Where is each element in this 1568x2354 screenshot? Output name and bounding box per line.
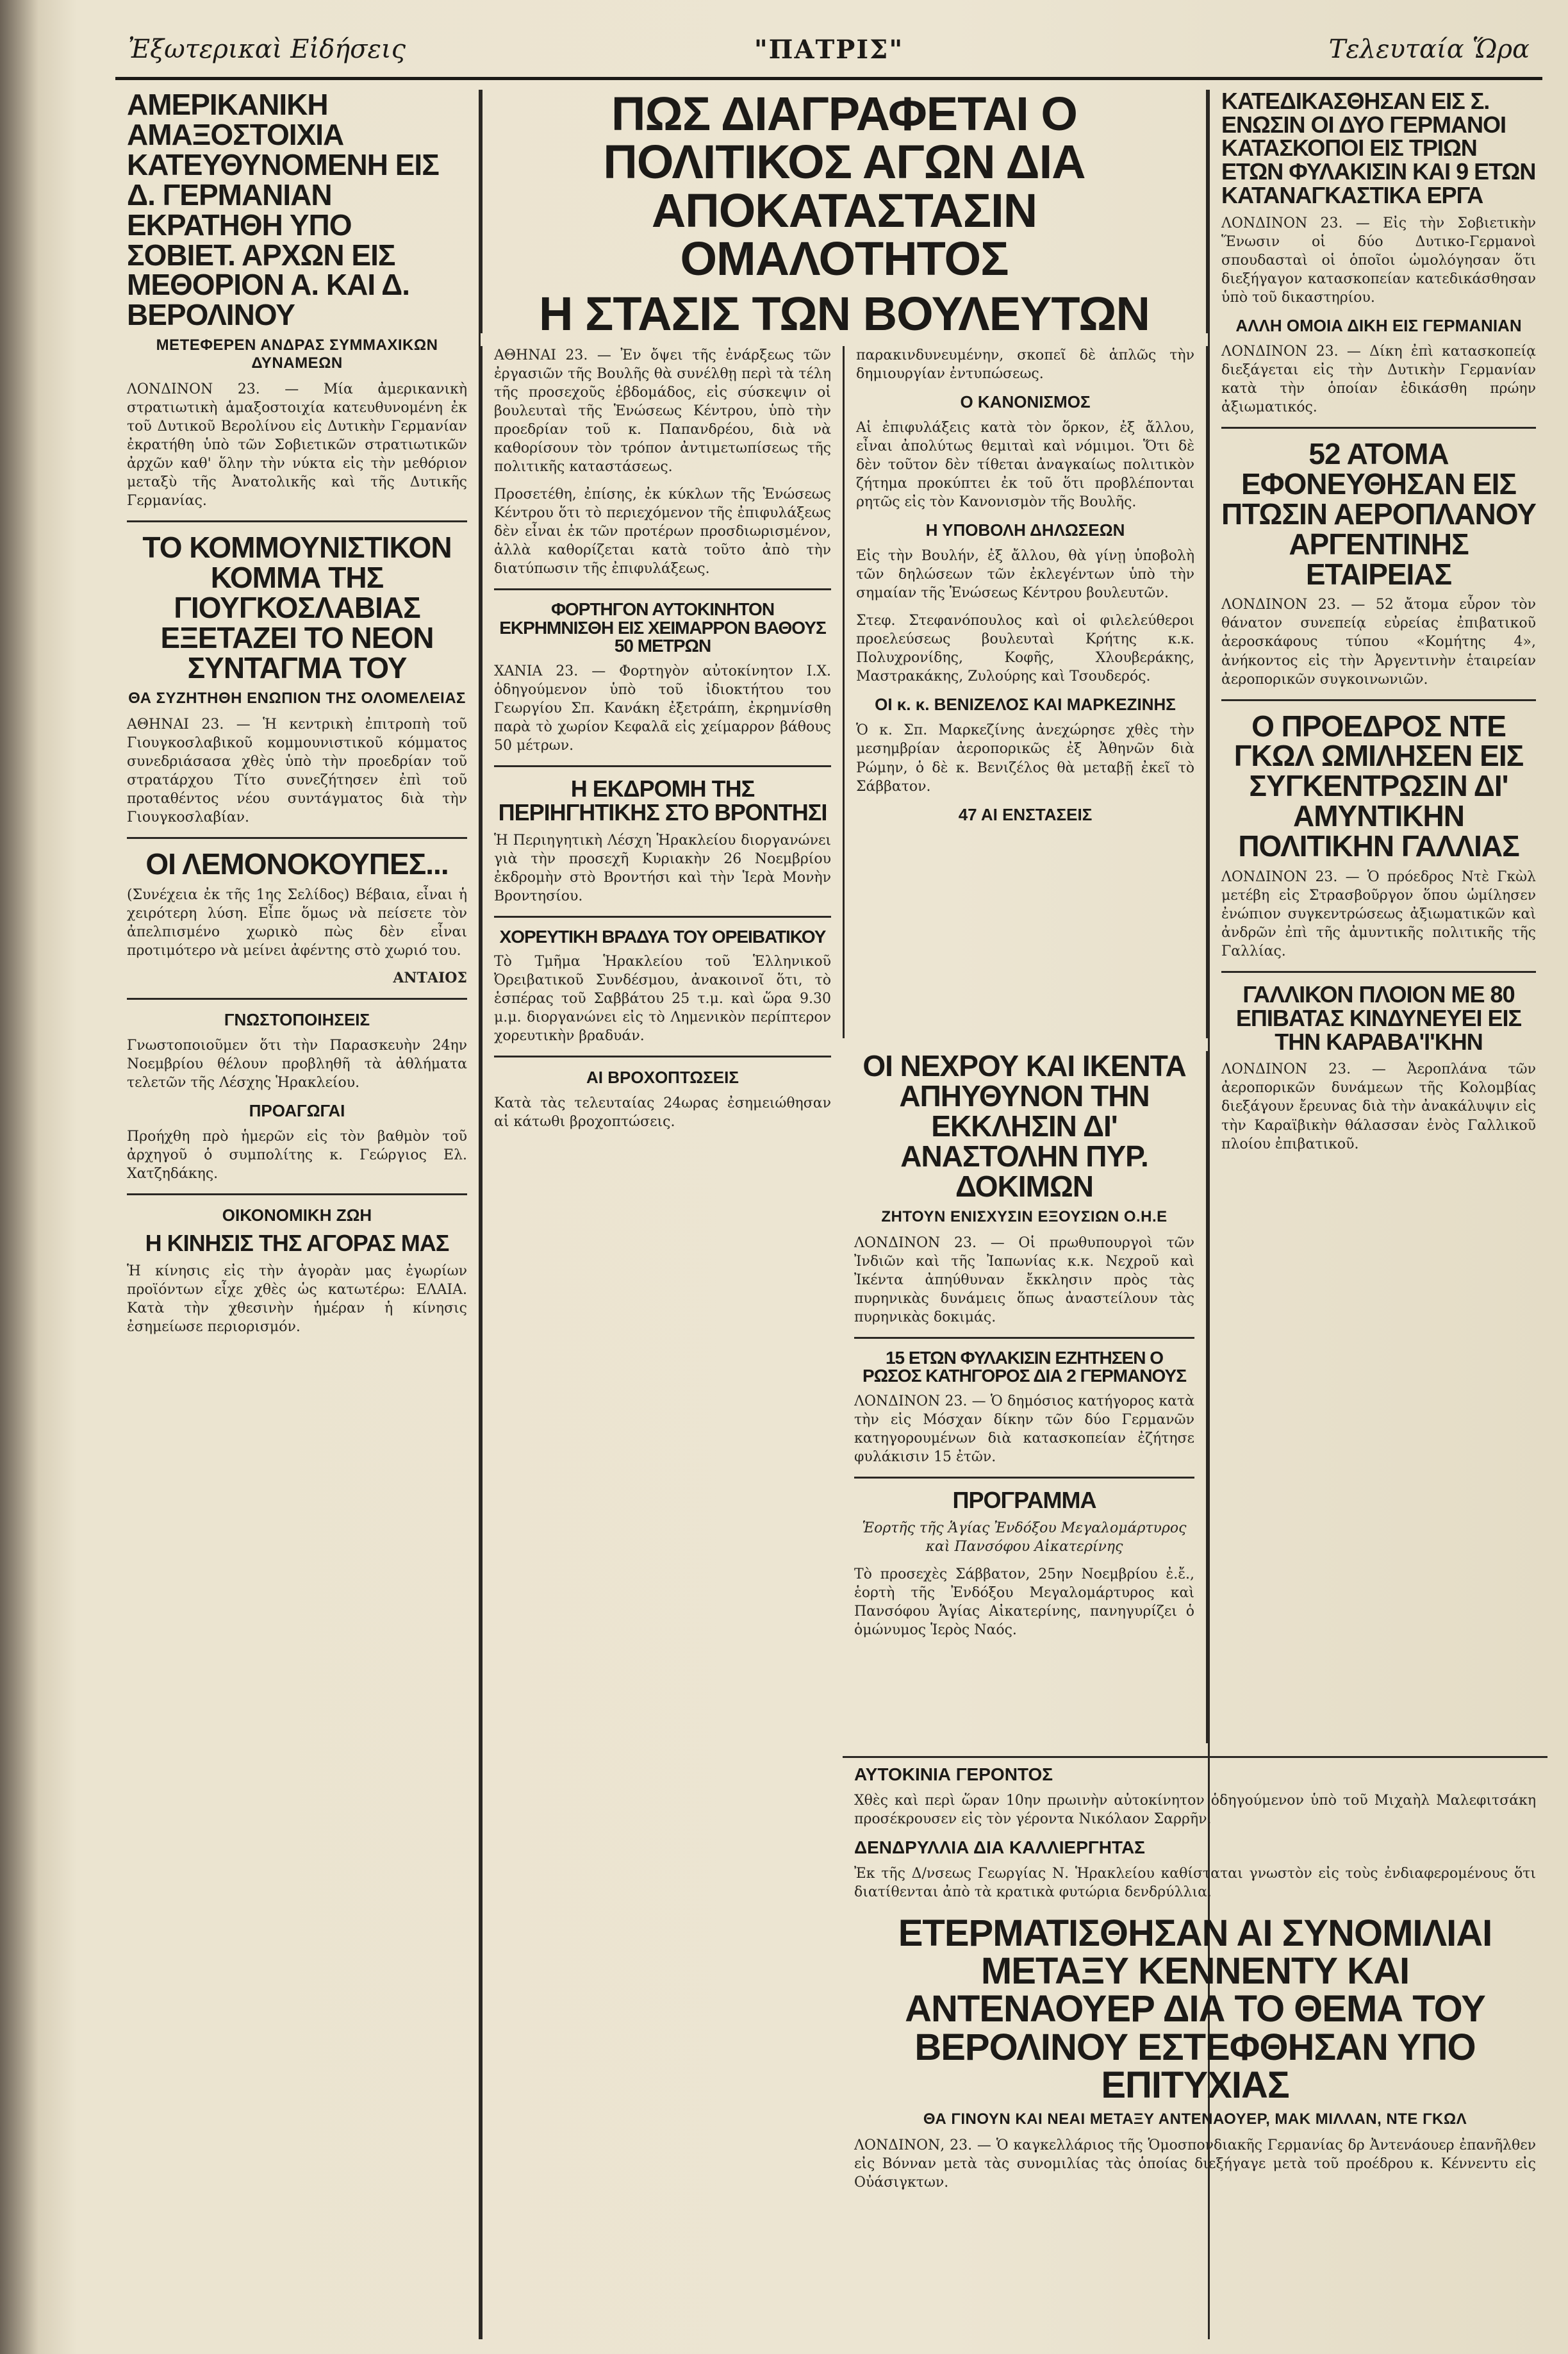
headline-de-gaulle: Ο ΠΡΟΕΔΡΟΣ ΝΤΕ ΓΚΩΛ ΩΜΙΛΗΣΕΝ ΕΙΣ ΣΥΓΚΕΝΤΡΩΣΙΝ ΔΙ' ΑΜΥΝΤΙΚΗΝ ΠΟΛΙΤΙΚΗΝ ΓΑΛΛΙΑΣ <box>1234 709 1524 863</box>
signature: ΑΝΤΑΙΟΣ <box>393 970 467 987</box>
article-political-1: ΑΘΗΝΑΙ 23. — Ἐν ὄψει τῆς ἐνάρξεως τῶν ἐργασιῶν τῆς Βουλῆς θὰ συνέλθῃ περὶ τὰ τέλη τῆς προσεχοῦς ἑβδομάδος, εἰς σύσκεψιν οἱ βουλευταὶ τῆς Ἑνώσεως Κέντρου, ὑπὸ τὴν προεδρίαν τοῦ κ. Παπανδρέου, διὰ νὰ καθορίσουν τὸν τρόπον ἀντιμετωπίσεως τῆς πολιτικῆς καταστάσεως. <box>494 347 831 476</box>
article-plane-crash: ΛΟΝΔΙΝΟΝ 23. — 52 ἄτομα εὗρον τὸν θάνατον συνεπείᾳ εὐρείας ἐπιβατικοῦ ἀεροσκάφους τύπου «Κομήτης 4», ἀνήκοντος εἰς τὴν Ἀργεντινὴν ἑταιρείαν ἀεροπορικῶν συγκοινωνιῶν. <box>1221 597 1536 688</box>
column-1 <box>115 90 481 2339</box>
article-programme: Τὸ προσεχὲς Σάββατον, 25ην Νοεμβρίου ἐ.ἔ., ἑορτὴ τῆς Ἐνδόξου Μεγαλομάρτυρος καὶ Πανσόφου Ἁγίας Αἰκατερίνης, πανηγυρίζει ὁ ὁμώνυμος Ἱερὸς Ναός. <box>854 1566 1194 1638</box>
headline-nehru: ΟΙ ΝΕΧΡΟΥ ΚΑΙ ΙΚΕΝΤΑ ΑΠΗΥΘΥΝΟΝ ΤΗΝ ΕΚΚΛΗΣΙΝ ΔΙ' ΑΝΑΣΤΟΛΗΝ ΠΥΡ. ΔΟΚΙΜΩΝ <box>862 1051 1186 1203</box>
headline-saplings: ΔΕΝΔΡΥΛΛΙΑ ΔΙΑ ΚΑΛΛΙΕΡΓΗΤΑΣ <box>854 1837 1145 1858</box>
divider <box>494 1056 831 1057</box>
article-nehru: ΛΟΝΔΙΝΟΝ 23. — Οἱ πρωθυπουργοὶ τῶν Ἰνδιῶν καὶ τῆς Ἰαπωνίας κ.κ. Νεχροῦ καὶ Ἰκέντα ἀπηύθυναν ἔκκλησιν πρὸς τὰς πυρηνικὰς δυνάμεις ὅπως ἀναστείλουν τὰς πυρηνικὰς δοκιμάς. <box>854 1234 1194 1325</box>
divider <box>1221 427 1536 429</box>
headline-spies: ΚΑΤΕΔΙΚΑΣΘΗΣΑΝ ΕΙΣ Σ. ΕΝΩΣΙΝ ΟΙ ΔΥΟ ΓΕΡΜΑΝΟΙ ΚΑΤΑΣΚΟΠΟΙ ΕΙΣ ΤΡΙΩΝ ΕΤΩΝ ΦΥΛΑΚΙΣΙΝ ΚΑΙ 9 ΕΤΩΝ ΚΑΤΑΝΑΓΚΑΣΤΙΚΑ ΕΡΓΑ <box>1221 90 1536 208</box>
headline-dance-night: ΧΟΡΕΥΤΙΚΗ ΒΡΑΔΥΑ ΤΟΥ ΟΡΕΙΒΑΤΙΚΟΥ <box>499 926 826 947</box>
article-lemonokoupes: (Συνέχεια ἐκ τῆς 1ης Σελίδος) Βέβαια, εἶναι ἡ χειρότερη λύση. Εἶπε ὅμως νὰ πείσετε τὸν ἀπελπισμένο χωρικὸ πὼς δὲν εἶναι προτιμότερο νὰ μείνει ἀφέντης στὸ χωριό του. <box>127 887 467 959</box>
column-2 <box>481 346 843 2339</box>
headline-french-ship: ΓΑΛΛΙΚΟΝ ΠΛΟΙΟΝ ΜΕ 80 ΕΠΙΒΑΤΑΣ ΚΙΝΔΥΝΕΥΕΙ ΕΙΣ ΤΗΝ ΚΑΡΑΒΑ'Ι'ΚΗΝ <box>1235 981 1522 1055</box>
divider <box>494 765 831 767</box>
divider <box>127 837 467 839</box>
headline-regulation: Ο ΚΑΝΟΝΙΣΜΟΣ <box>960 392 1091 412</box>
article-excursion: Ἡ Περιηγητικὴ Λέσχη Ἡρακλείου διοργανώνει γιὰ τὴν προσεχῆ Κυριακὴν 26 Νοεμβρίου ἐκδρομὴν στὸ Βροντήσι καὶ τὴν Ἱερὰ Μονὴν Βροντησίου. <box>494 832 831 904</box>
article-political-3: παρακινδυνευμένην, σκοπεῖ δὲ ἁπλῶς τὴν δημιουργίαν ἐντυπώσεως. <box>856 347 1194 383</box>
headline-truck: ΦΟΡΤΗΓΟΝ ΑΥΤΟΚΙΝΗΤΟΝ ΕΚΡΗΜΝΙΣΘΗ ΕΙΣ ΧΕΙΜΑΡΡΟΝ ΒΑΘΟΥΣ 50 ΜΕΤΡΩΝ <box>499 599 826 656</box>
article-similar-trial: ΛΟΝΔΙΝΟΝ 23. — Δίκη ἐπὶ κατασκοπείᾳ διεξάγεται εἰς τὴν Δυτικὴν Γερμανίαν κατὰ τὴν ὁποίαν ἐδικάσθη πρώην ἀξιωματικός. <box>1221 343 1536 415</box>
article-truck: ΧΑΝΙΑ 23. — Φορτηγὸν αὐτοκίνητον Ι.Χ. ὁδηγούμενον ὑπὸ τοῦ ἰδιοκτήτου του Γεωργίου Σπ. Κανάκη ἐξετράπη, ἐκρημνίσθη παρὰ τὸ χωρίον Κεφαλᾶ εἰς χείμαρρον βάθους 50 μέτρων. <box>494 663 831 754</box>
headline-similar-trial: ΑΛΛΗ ΟΜΟΙΑ ΔΙΚΗ ΕΙΣ ΓΕΡΜΑΝΙΑΝ <box>1235 315 1522 335</box>
article-elderly: Χθὲς καὶ περὶ ὥραν 10ην πρωινὴν αὐτοκίνητον ὁδηγούμενον ὑπὸ τοῦ Μιχαὴλ Μαλεφιτσάκη προσέκρουσεν εἰς τὸν γέροντα Νικόλαον Σαρρῆν. <box>854 1793 1536 1828</box>
headline-market: Η ΚΙΝΗΣΙΣ ΤΗΣ ΑΓΟΡΑΣ ΜΑΣ <box>145 1230 449 1257</box>
newspaper-title: "ΠΑΤΡΙΣ" <box>754 35 904 65</box>
article-market: Ἡ κίνησις εἰς τὴν ἀγορὰν μας ἐγωρίων προϊόντων εἶχε χθὲς ὡς κατωτέρω: ΕΛΑΙΑ. Κατὰ τὴν χθεσινὴν ἡμέραν ἡ κίνησις ἐσημείωσε περιορισμόν. <box>127 1263 467 1336</box>
article-political-2: Προσετέθη, ἐπίσης, ἐκ κύκλων τῆς Ἑνώσεως Κέντρου ὅτι τὸ περιεχόμενον τῆς ἐπιφυλάξεως δὲν εἶναι ἐκ τῶν προτέρων προσδιωρισμένον, ἀλλὰ καθορίζεται κατὰ τοῦτο ἀπὸ τὴν διατύπωσιν τῆς ἐπιφυλάξεως. <box>494 486 831 577</box>
section-label-foreign: Ἐξωτερικαὶ Εἰδήσεις <box>128 35 406 64</box>
article-promotions: Προήχθη πρὸ ἡμερῶν εἰς τὸν βαθμὸν τοῦ ἀρχηγοῦ ὁ συμπολίτης κ. Γεώργιος Ελ. Χατζηδάκης. <box>127 1129 467 1182</box>
article-rainfall: Κατὰ τὰς τελευταίας 24ωρας ἐσημειώθησαν αἱ κάτωθι βροχοπτώσεις. <box>494 1095 831 1131</box>
divider <box>854 1477 1194 1479</box>
article-spies: ΛΟΝΔΙΝΟΝ 23. — Εἰς τὴν Σοβιετικὴν Ἕνωσιν οἱ δύο Δυτικο-Γερμανοὶ σπουδασταὶ οἱ ὁποῖοι ὡμολόγησαν ὅτι διεξήγαγον κατασκοπείαν κατεδικάσθησαν ὑπὸ τοῦ δικαστηρίου. <box>1221 215 1536 306</box>
masthead <box>115 26 1542 80</box>
subhead-kennedy-adenauer: ΘΑ ΓΙΝΟΥΝ ΚΑΙ ΝΕΑΙ ΜΕΤΑΞΥ ΑΝΤΕΝΑΟΥΕΡ, ΜΑΚ ΜΙΛΛΑΝ, ΝΤΕ ΓΚΩΛ <box>923 2110 1467 2128</box>
article-prosecutor: ΛΟΝΔΙΝΟΝ 23. — Ὁ δημόσιος κατήγορος κατὰ τὴν εἰς Μόσχαν δίκην τῶν δύο Γερμανῶν κατηγορουμένων διὰ κατασκοπείαν ἐζήτησε φυλάκισιν 15 ἐτῶν. <box>854 1393 1194 1465</box>
article-announcements: Γνωστοποιοῦμεν ὅτι τὴν Παρασκευὴν 24ην Νοεμβρίου θέλουν προβληθῆ τὰ ἀθλήματα τελετῶν τῆς Λέσχης Ἡρακλείου. <box>127 1038 467 1091</box>
article-venizelos: Ὁ κ. Σπ. Μαρκεζίνης ἀνεχώρησε χθὲς τὴν μεσημβρίαν ἀεροπορικῶς ἐξ Ἀθηνῶν διὰ Ρώμην, ὁ δὲ κ. Βενιζέλος θὰ μεταβῇ ἐκεῖ τὸ Σάββατον. <box>856 722 1194 795</box>
divider <box>127 998 467 1000</box>
article-deputies: Στεφ. Στεφανόπουλος καὶ οἱ φιλελεύθεροι προελεύσεως βουλευταὶ Κρήτης κ.κ. Πολυχρονίδης, Κοφῆς, Χλουβεράκης, Μαστρακάκης, Ζυλούρης καὶ Τσουδερός. <box>856 613 1194 685</box>
divider <box>494 916 831 918</box>
article-kennedy-adenauer: ΛΟΝΔΙΝΟΝ, 23. — Ὁ καγκελλάριος τῆς Ὁμοσπονδιακῆς Γερμανίας δρ Ἀντενάουερ ἐπανῆλθεν εἰς Βόνναν μετὰ τὰς συνομιλίας τὰς ὁποίας διεξήγαγε μετὰ τοῦ προέδρου κ. Κέννεντυ εἰς Οὐάσιγκτων. <box>854 2137 1536 2191</box>
headline-elderly: ΑΥΤΟΚΙΝΙΑ ΓΕΡΟΝΤΟΣ <box>854 1764 1053 1784</box>
headline-promotions: ΠΡΟΑΓΩΓΑΙ <box>249 1101 345 1121</box>
divider <box>1221 699 1536 701</box>
headline-rainfall: ΑΙ ΒΡΟΧΟΠΤΩΣΕΙΣ <box>586 1068 739 1088</box>
headline-lemonokoupes: ΟΙ ΛΕΜΟΝΟΚΟΥΠΕΣ... <box>145 847 449 881</box>
headline-excursion: Η ΕΚΔΡΟΜΗ ΤΗΣ ΠΕΡΙΗΓΗΤΙΚΗΣ ΣΤΟ ΒΡΟΝΤΗΣΙ <box>498 775 827 825</box>
subhead-train: ΜΕΤΕΦΕΡΕΝ ΑΝΔΡΑΣ ΣΥΜΜΑΧΙΚΩΝ ΔΥΝΑΜΕΩΝ <box>156 336 438 372</box>
headline-47-objections: 47 ΑΙ ΕΝΣΤΑΣΕΙΣ <box>958 804 1093 824</box>
headline-kennedy-adenauer: ΕΤΕΡΜΑΤΙΣΘΗΣΑΝ ΑΙ ΣΥΝΟΜΙΛΙΑΙ ΜΕΤΑΞΥ ΚΕΝΝΕΝΤΥ ΚΑΙ ΑΝΤΕΝΑΟΥΕΡ ΔΙΑ ΤΟ ΘΕΜΑ ΤΟΥ ΒΕΡΟΛΙΝΟΥ ΕΣΤΕΦΘΗΣΑΝ ΥΠΟ ΕΠΙΤΥΧΙΑΣ <box>898 1912 1492 2106</box>
subhead-yugoslavia: ΘΑ ΣΥΖΗΤΗΘΗ ΕΝΩΠΙΟΝ ΤΗΣ ΟΛΟΜΕΛΕΙΑΣ <box>128 690 466 707</box>
article-saplings: Ἐκ τῆς Δ/νσεως Γεωργίας Ν. Ἡρακλείου καθίσταται γνωστὸν εἰς τοὺς ἐνδιαφερομένους ὅτι διατίθενται ἀπὸ τὰ κρατικὰ φυτώρια δενδρύλλια. <box>854 1866 1536 1901</box>
divider <box>494 588 831 590</box>
subhead-nehru: ΖΗΤΟΥΝ ΕΝΙΣΧΥΣΙΝ ΕΞΟΥΣΙΩΝ Ο.Η.Ε <box>881 1207 1168 1225</box>
article-french-ship: ΛΟΝΔΙΝΟΝ 23. — Ἀεροπλάνα τῶν ἀεροπορικῶν δυνάμεων τῆς Κολομβίας διεξάγουν ἔρευνας διὰ τὴν ἀνακάλυψιν εἰς τὴν Καραϊβικὴν θάλασσαν ἑνὸς Γαλλικοῦ πλοίου ἐπιβατικοῦ. <box>1221 1061 1536 1152</box>
article-regulation: Αἱ ἐπιφυλάξεις κατὰ τὸν ὅρκον, ἐξ ἄλλου, εἶναι ἀπολύτως θεμιταὶ καὶ νόμιμοι. Ὅτι δὲ δὲν τοῦτον δὲν τίθεται ἀναγκαίως πολιτικὸν ζήτημα προκύπτει ἐκ τοῦ ὅτι προβλέπονται ρητῶς εἰς τὸν Κανονισμὸν τῆς Βουλῆς. <box>856 420 1194 511</box>
article-train: ΛΟΝΔΙΝΟΝ 23. — Μία ἀμερικανικὴ στρατιωτικὴ ἁμαξοστοιχία κατευθυνομένη ἐκ τοῦ Δυτικοῦ Βερολίνου εἰς Δυτικὴν Γερμανίαν ἐκρατήθη ὑπὸ τῶν Σοβιετικῶν στρατιωτικῶν ἀρχῶν καθ' ὅλην τὴν νύκτα εἰς τὴν μεθόριον μεταξὺ τῆς Ἀνατολικῆς καὶ τῆς Δυτικῆς Γερμανίας. <box>127 381 467 510</box>
headline-plane-crash: 52 ΑΤΟΜΑ ΕΦΟΝΕΥΘΗΣΑΝ ΕΙΣ ΠΤΩΣΙΝ ΑΕΡΟΠΛΑΝΟΥ ΑΡΓΕΝΤΙΝΗΣ ΕΤΑΙΡΕΙΑΣ <box>1221 436 1536 591</box>
headline-announcements: ΓΝΩΣΤΟΠΟΙΗΣΕΙΣ <box>224 1010 370 1030</box>
headline-yugoslavia: ΤΟ ΚΟΜΜΟΥΝΙΣΤΙΚΟΝ ΚΟΜΜΑ ΤΗΣ ΓΙΟΥΓΚΟΣΛΑΒΙΑΣ ΕΞΕΤΑΖΕΙ ΤΟ ΝΕΟΝ ΣΥΝΤΑΓΜΑ ΤΟΥ <box>142 531 452 685</box>
subhead-programme: Ἑορτῆς τῆς Ἁγίας Ἐνδόξου Μεγαλομάρτυρος καὶ Πανσόφου Αἰκατερίνης <box>862 1520 1187 1555</box>
headline-oath: Η ΣΤΑΣΙΣ ΤΩΝ ΒΟΥΛΕΥΤΩΝ <box>539 286 1150 333</box>
column-3-lower <box>843 1051 1208 1743</box>
divider <box>1221 971 1536 973</box>
headline-declarations: Η ΥΠΟΒΟΛΗ ΔΗΛΩΣΕΩΝ <box>925 520 1125 540</box>
divider <box>127 1193 467 1195</box>
headline-economy: ΟΙΚΟΝΟΜΙΚΗ ΖΩΗ <box>222 1206 372 1225</box>
section-label-latest: Τελευταία Ὥρα <box>1328 35 1530 64</box>
column-3 <box>843 346 1208 1038</box>
headline-prosecutor: 15 ΕΤΩΝ ΦΥΛΑΚΙΣΙΝ ΕΖΗΤΗΣΕΝ Ο ΡΩΣΟΣ ΚΑΤΗΓΟΡΟΣ ΔΙΑ 2 ΓΕΡΜΑΝΟΥΣ <box>862 1347 1187 1386</box>
divider <box>854 1337 1194 1339</box>
article-yugoslavia: ΑΘΗΝΑΙ 23. — Ἡ κεντρικὴ ἐπιτροπὴ τοῦ Γιουγκοσλαβικοῦ κομμουνιστικοῦ κόμματος συνεδριάσασα χθὲς ὑπὸ τὴν προεδρίαν τοῦ στρατάρχου Τίτο συνεζήτησεν ἐπὶ τοῦ προταθέντος νέου συντάγματος διὰ τὴν Γιουγκοσλαβίαν. <box>127 717 467 826</box>
divider <box>127 520 467 522</box>
article-declarations: Εἰς τὴν Βουλήν, ἐξ ἄλλου, θὰ γίνῃ ὑποβολὴ τῶν δηλώσεων τῶν ἐκλεγέντων ὑπὸ τὴν σημαίαν τῆς Ἑνώσεως Κέντρου βουλευτῶν. <box>856 548 1194 602</box>
headline-train: ΑΜΕΡΙΚΑΝΙΚΗ ΑΜΑΞΟΣΤΟΙΧΙΑ ΚΑΤΕΥΘΥΝΟΜΕΝΗ ΕΙΣ Δ. ΓΕΡΜΑΝΙΑΝ ΕΚΡΑΤΗΘΗ ΥΠΟ ΣΟΒΙΕΤ. ΑΡΧΩΝ ΕΙΣ ΜΕΘΟΡΙΟΝ Α. ΚΑΙ Δ. ΒΕΡΟΛΙΝΟΥ <box>127 90 439 332</box>
top-banner <box>481 90 1208 333</box>
headline-political-struggle: ΠΩΣ ΔΙΑΓΡΑΦΕΤΑΙ Ο ΠΟΛΙΤΙΚΟΣ ΑΓΩΝ ΔΙΑ ΑΠΟΚΑΤΑΣΤΑΣΙΝ ΟΜΑΛΟΤΗΤΟΣ <box>603 90 1085 286</box>
headline-venizelos: ΟΙ κ. κ. ΒΕΝΙΖΕΛΟΣ ΚΑΙ ΜΑΡΚΕΖΙΝΗΣ <box>875 695 1176 715</box>
article-de-gaulle: ΛΟΝΔΙΝΟΝ 23. — Ὁ πρόεδρος Ντὲ Γκὼλ μετέβη εἰς Στρασβοῦργον ὅπου ὡμίλησεν ἐνώπιον συγκεντρώσεως ἀξιωματικῶν καὶ ἀνδρῶν ἐπὶ τῆς ἀμυντικῆς πολιτικῆς τῆς Γαλλίας. <box>1221 869 1536 960</box>
bottom-block <box>843 1756 1547 2333</box>
headline-programme: ΠΡΟΓΡΑΜΜΑ <box>952 1486 1096 1513</box>
article-dance-night: Τὸ Τμῆμα Ἡρακλείου τοῦ Ἑλληνικοῦ Ὀρειβατικοῦ Συνδέσμου, ἀνακοινοῖ ὅτι, τὸ ἑσπέρας τοῦ Σαββάτου 25 τ.μ. καὶ ὥρα 9.30 μ.μ. διοργανώνει εἰς τὸ Λημενικὸν περίπτερον χορευτικὴν βραδυάν. <box>494 954 831 1045</box>
